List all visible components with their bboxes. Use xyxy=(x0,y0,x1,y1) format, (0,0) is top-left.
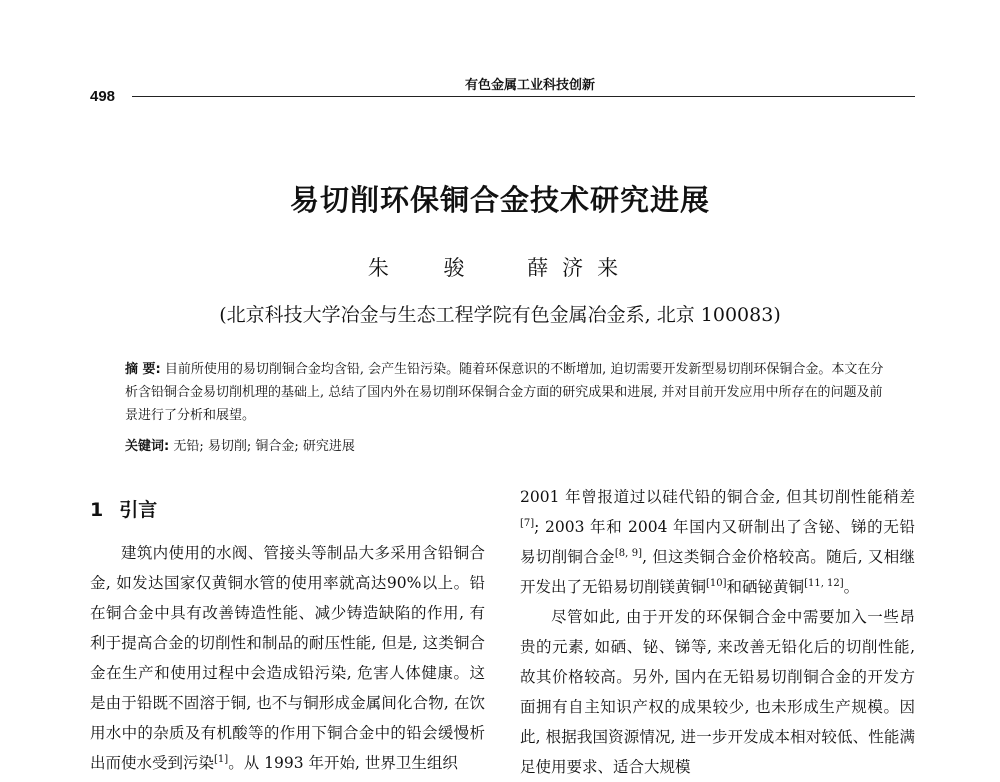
keywords-text: 无铅; 易切削; 铜合金; 研究进展 xyxy=(173,439,355,454)
paragraph-text: 2001 年曾报道过以硅代铅的铜合金, 但其切削性能稍差 xyxy=(520,488,915,506)
keywords-label: 关键词: xyxy=(125,439,170,454)
affiliation: (北京科技大学冶金与生态工程学院有色金属冶金系, 北京 100083) xyxy=(219,304,781,326)
citation-ref: [1] xyxy=(214,753,229,765)
paragraph-text: ; 2003 年和 2004 年国内又研制出了含铋、锑的无铅易切削铜合金 xyxy=(520,518,915,566)
body-paragraph xyxy=(520,602,915,782)
body-paragraph xyxy=(520,482,915,602)
journal-name: 有色金属工业科技创新 xyxy=(464,78,595,93)
keywords xyxy=(125,435,885,454)
running-header xyxy=(90,74,915,106)
section-heading xyxy=(90,490,485,530)
paragraph-text: 尽管如此, 由于开发的环保铜合金中需要加入一些昂贵的元素, 如硒、铋、锑等, 来改善无铅化后的切削性能, 故其价格较高。另外, 国内在无铅易切削铜合金的开发方面拥有自主知识产权的成果较少, 也未形成生产规模。因此, 根据我国资源情况, 进一步开发成本相对较低、性能满足使用要求、适合大规模 xyxy=(520,608,915,776)
abstract-label: 摘 要: xyxy=(125,362,161,377)
paragraph-text: 建筑内使用的水阀、管接头等制品大多采用含铅铜合金, 如发达国家仅黄铜水管的使用率就高达90%以上。铅在铜合金中具有改善铸造性能、减少铸造缺陷的作用, 有利于提高合金的切削性和制品的耐压性能, 但是, 这类铜合金在生产和使用过程中会造成铅污染, 危害人体健康。这是由于铅既不固溶于铜, 也不与铜形成金属间化合物, 在饮用水中的杂质及有机酸等的作用下铜合金中的铅会缓慢析出而使水受到污染 xyxy=(90,544,485,772)
paragraph-text: , 但这类铜合金价格较高。随后, 又相继开发出了无铅易切削镁黄铜 xyxy=(520,548,915,596)
section-title: 引言 xyxy=(119,499,158,521)
author-name: 薛济来 xyxy=(527,256,633,280)
citation-ref: [11, 12] xyxy=(804,577,844,589)
paragraph-text: 。从 1993 年开始, 世界卫生组织 xyxy=(228,754,458,772)
paper-title: 易切削环保铜合金技术研究进展 xyxy=(289,183,710,217)
page-number: 498 xyxy=(90,88,116,105)
author-list xyxy=(0,252,1000,282)
abstract-text: 目前所使用的易切削铜合金均含铅, 会产生铅污染。随着环保意识的不断增加, 迫切需要开发新型易切削环保铜合金。本文在分析含铅铜合金易切削机理的基础上, 总结了国内外在易切削环保铜合金方面的研究成果和进展, 并对目前开发应用中所存在的问题及前景进行了分析和展望。 xyxy=(125,362,884,423)
right-column xyxy=(520,482,915,782)
citation-ref: [7] xyxy=(520,517,535,529)
citation-ref: [8, 9] xyxy=(614,547,643,559)
section-number: 1 xyxy=(90,499,104,521)
paragraph-text: 。 xyxy=(843,578,860,596)
paragraph-text: 和硒铋黄铜 xyxy=(726,578,805,596)
citation-ref: [10] xyxy=(706,577,727,589)
abstract xyxy=(125,358,885,427)
body-paragraph xyxy=(90,538,485,778)
header-rule xyxy=(132,96,915,97)
author-name: 朱 骏 xyxy=(367,256,479,280)
left-column xyxy=(90,480,485,778)
